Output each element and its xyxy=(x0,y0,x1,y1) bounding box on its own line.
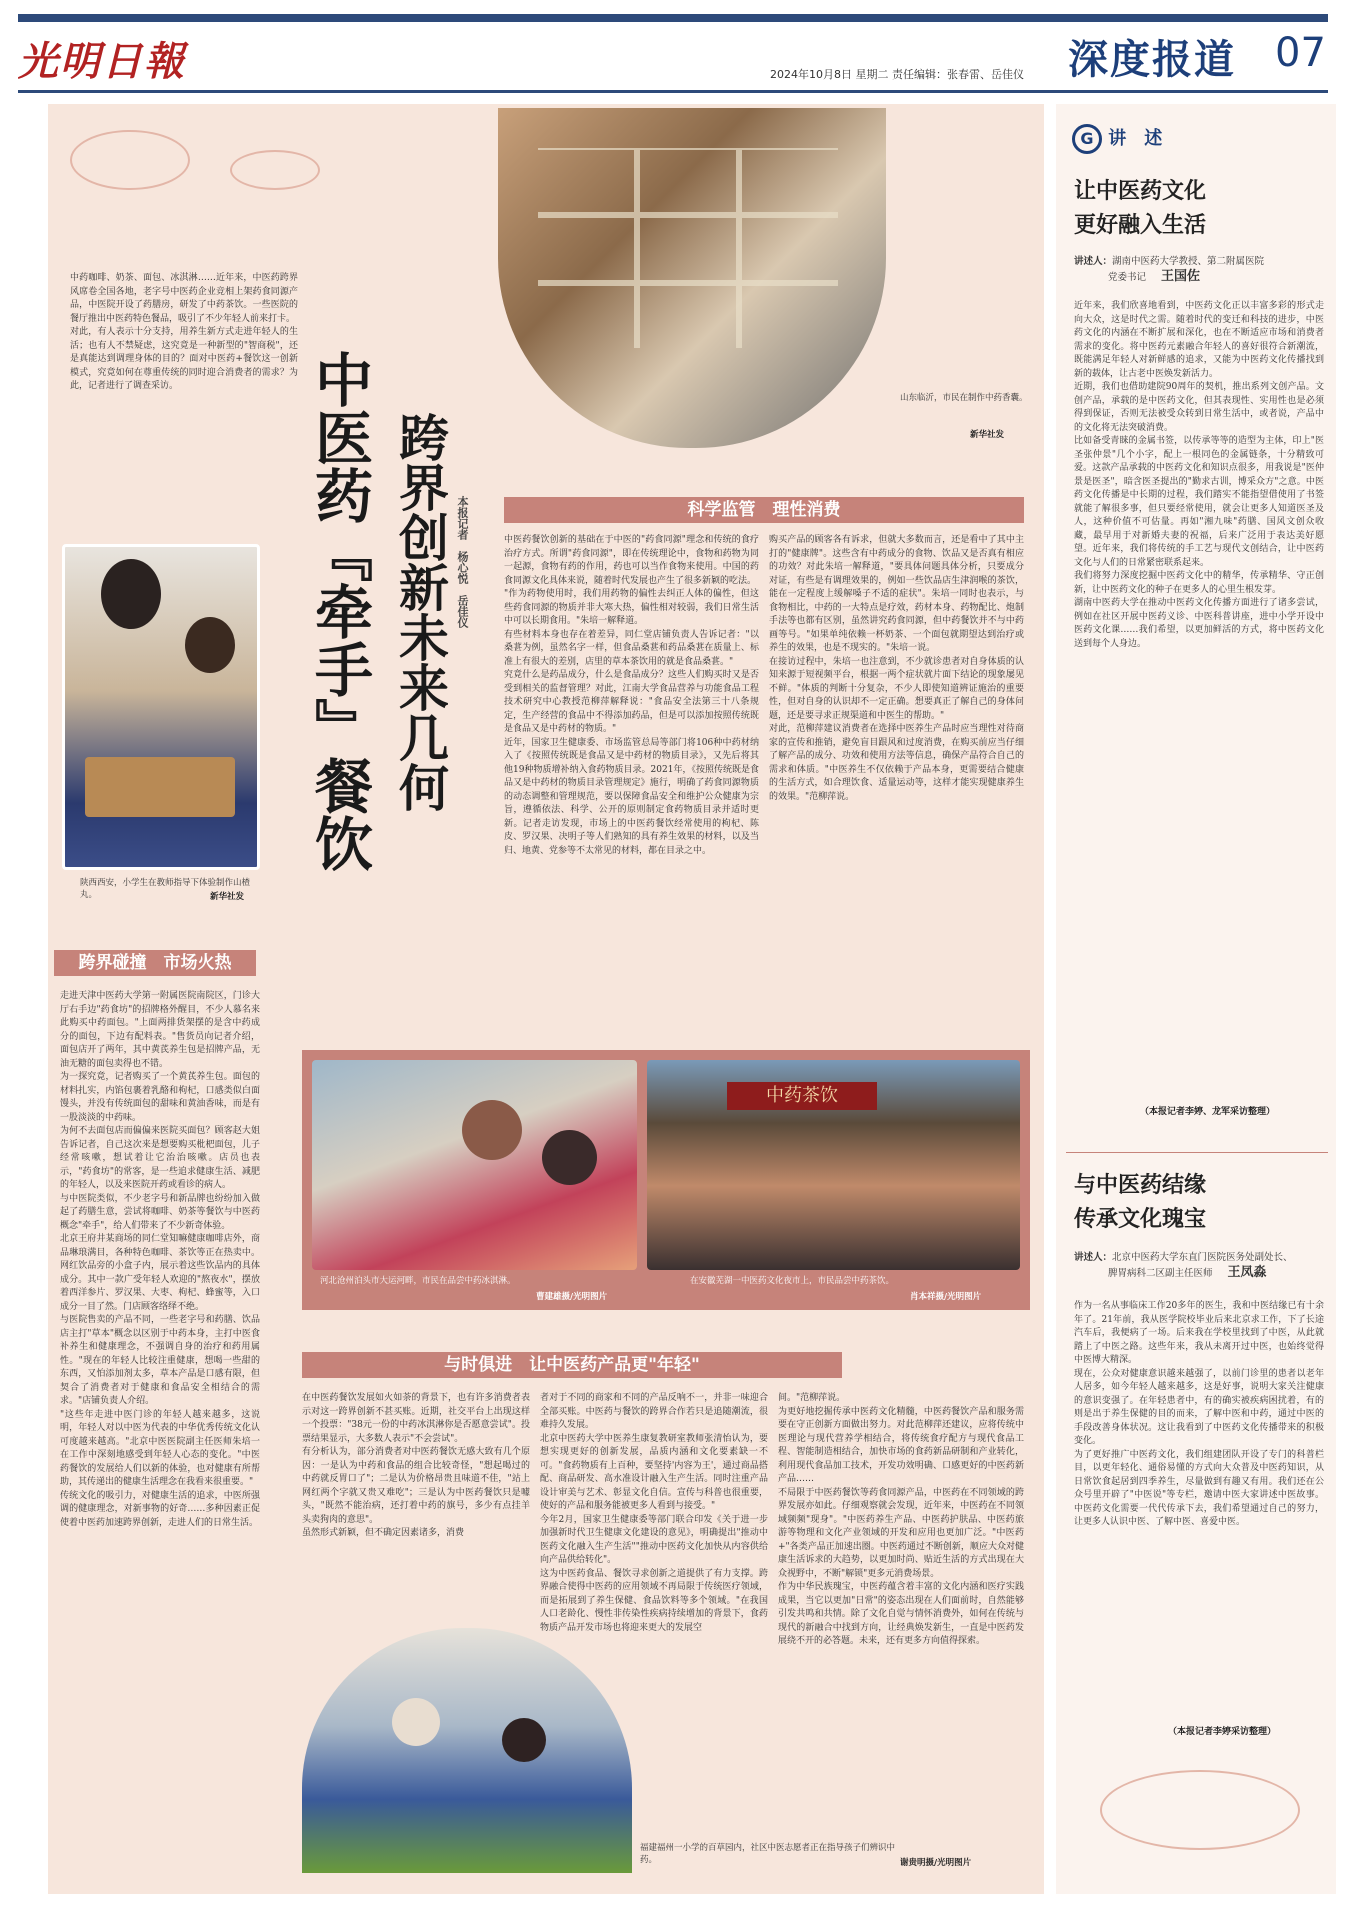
decor-swirl xyxy=(230,150,320,190)
sidebar-part1-note: （本报记者李婷、龙军采访整理） xyxy=(1140,1107,1276,1117)
issue-editor: 责任编辑：张春雷、岳佳仪 xyxy=(892,68,1024,81)
photo-mid-right-credit: 肖本祥摄/光明图片 xyxy=(910,1292,982,1302)
section-regulation-col1: 中医药餐饮创新的基础在于中医的"药食同源"理念和传统的食疗治疗方式。所谓"药食同源"，即在传统理论中，食物和药物为同一起源，食物有药的作用，药也可以当作食物来使用。中国的药食同源文化具体来说，随着时代发展也产生了很多新颖的吃法。 "作为药物使用时，我们用药物的偏性去纠正人体的偏性，但这些药食同源的物质并非大寒大热，偏性相对较弱，我们日常生活中可以长期食用。"朱培一解释道。 有些材料本身也存在着差异，同仁堂店铺负责人告诉记者："以桑葚为例，虽然名字一样，但食品桑葚和药品桑葚在质量上、标准上有很大的差别，店里的草本茶饮用的就是食品桑葚。" 究竟什么是药品成分，什么是食品成分？这些人们购买时又是否受到相关的监督管理？对此，江南大学食品营养与功能食品工程技术研究中心教授范柳萍解释说："食品安全法第三十八条规定，生产经营的食品中不得添加药品，但是可以添加按照传统既是食品又是中药材的物质。" 近年，国家卫生健康委、市场监管总局等部门将106种中药材纳入了《按照传统既是食品又是中药材的物质目录》，又先后将其他19种物质增补纳入食药物质目录。2021年，《按照传统既是食品又是中药材的物质目录管理规定》施行，明确了药食同源物质的动态调整和管理规范，要以保障食品安全和维护公众健康为宗旨，遵循依法、科学、公开的原则制定食药物质目录并适时更新。记者走访发现，市场上的中医药餐饮经常使用的枸杞、陈皮、罗汉果、决明子等人们熟知的具有养生效果的材料，以及当归、地黄、党参等不太常见的材料，都在目录之中。 xyxy=(504,535,759,856)
figure-head xyxy=(462,1100,522,1160)
market-sign: 中药茶饮 xyxy=(727,1082,877,1110)
speaker-label: 讲述人： xyxy=(1074,1252,1113,1263)
section-market-text: 走进天津中医药大学第一附属医院南院区，门诊大厅右手边"药食坊"的招牌格外醒目，不少人慕名来此购买中药面包。"上面两排货架摆的是含中药成分的面包，下边有配料表。"售货员向记者介绍，面包店开了两年，其中黄芪养生包是招牌产品，无油无糖的面包卖得也不错。 为一探究竟，记者购买了一个黄芪养生包。面包的材料扎实，内馅包裹着乳酪和枸杞，口感类似白面馒头，并没有传统面包的甜味和黄油香味，而是有一股淡淡的中药味。 为何不去面包店而偏偏来医院买面包？顾客赵大姐告诉记者，自己这次来是想要购买枇杷面包，儿子经常咳嗽，想试着让它治治咳嗽。店员也表示，"药食坊"的常客，是一些追求健康生活、减肥的年轻人，以及来医院开药或看诊的病人。 与中医院类似，不少老字号和新品牌也纷纷加入做起了药膳生意，尝试将咖啡、奶茶等餐饮与中医药概念"牵手"，给人们带来了不少新奇体验。 北京王府井某商场的同仁堂知嘛健康咖啡店外，商品琳琅满目，各种特色咖啡、茶饮等正在热卖中。网红饮品旁的小盒子内，展示着这些饮品内的具体成分。其中一款广受年轻人欢迎的"熬夜水"，摆放着西洋参片、罗汉果、大枣、枸杞、蜂蜜等，入口成分一目了然。门店顾客络绎不绝。 与医院售卖的产品不同，一些老字号和药膳、饮品店主打"草本"概念以区别于中药本身，主打中医食补养生和健康理念，不强调自身的治疗和药用属性。"现在的年轻人比较注重健康，想喝一些甜的东西，又怕添加剂太多，草本产品是口感有限，但契合了消费者对于健康和食品安全相结合的需求。"店铺负责人介绍。 "这些年走进中医门诊的年轻人越来越多，这说明，年轻人对以中医为代表的中华优秀传统文化认可度越来越高。"北京中医医院副主任医师朱培一在工作中深刻地感受到年轻人心态的变化。"中医药餐饮的发展给人们以新的体验，也对健康有所帮助，其传递出的健康生活理念在我看来很重要。" 传统文化的吸引力，对健康生活的追求，中医所强调的健康理念，对新事物的好奇……多种因素正促使着中医药加速跨界创新，走进人们的日常生活。 xyxy=(60,991,260,1528)
figure-head xyxy=(185,617,235,673)
sidebar-logo xyxy=(1072,124,1162,154)
section-youth-col1: 在中医药餐饮发展如火如荼的背景下，也有许多消费者表示对这一跨界创新不甚买账。近期，社交平台上出现这样一个投票："38元一份的中药冰淇淋你是否愿意尝试"。投票结果显示，大多数人表示"不会尝试"。 有分析认为，部分消费者对中医药餐饮无感大致有几个原因：一是认为中药和食品的组合比较奇怪，"想起喝过的中药就反胃口了"；二是认为价格昂贵且味道不佳，"站上网红两个字就又贵又难吃"；三是认为中医药餐饮只是噱头，"既然不能治病，还打着中药的旗号，多少有点挂羊头卖狗肉的意思"。 虽然形式新颖，但不确定因素诸多，消费 xyxy=(302,1393,530,1538)
photo-mid-right-caption: 在安徽芜湖一中医药文化夜市上，市民品尝中药茶饮。 xyxy=(690,1276,895,1286)
speaker-role: 党委书记 xyxy=(1108,272,1147,283)
sidebar-part2-title-line2: 传承文化瑰宝 xyxy=(1074,1206,1207,1232)
sidebar-part1-title-line2: 更好融入生活 xyxy=(1074,212,1207,238)
photo-left-credit: 新华社发 xyxy=(210,892,245,902)
speaker-desc: 湖南中医药大学教授、第二附属医院 xyxy=(1112,256,1265,267)
wooden-board xyxy=(85,757,235,817)
photo-mid-left-credit: 曹建雄摄/光明图片 xyxy=(536,1292,608,1302)
page-number: 07 xyxy=(1275,30,1326,76)
figure-head xyxy=(392,1698,440,1746)
photo-icecream xyxy=(312,1060,637,1270)
subhead-market: 跨界碰撞 市场火热 xyxy=(54,950,256,976)
figure-head xyxy=(502,1718,546,1762)
photo-bottom-caption: 福建福州一小学的百草园内，社区中医志愿者正在指导孩子们辨识中药。 xyxy=(640,1843,896,1865)
section-title: 深度报道 xyxy=(1068,37,1236,83)
sidebar-part2-title-line1: 与中医药结缘 xyxy=(1074,1172,1207,1198)
masthead-logo: 光明日報 xyxy=(18,38,186,85)
section-regulation-col2: 购买产品的顾客各有诉求，但就大多数而言，还是看中了其中主打的"健康牌"。这些含有中药成分的食物、饮品又是否真有相应的功效？对此朱培一解释道，"要具体问题具体分析，只要成分对证，有些是有调理效果的，例如一些饮品店生津润喉的茶饮，能在一定程度上缓解嗓子不适的症状"。朱培一同时也表示，与食物相比，中药的一大特点是疗效，药材本身、药物配比、炮制手法等也都有区别，虽然讲究药食同源，但中药餐饮并不与中药画等号。"如果单纯依赖一杯奶茶、一个面包就期望达到治疗或养生的效果，也是不现实的。"朱培一说。 在接访过程中，朱培一也注意到，不少就诊患者对自身体质的认知来源于短视频平台，根据一两个症状就片面下结论的现象屡见不鲜。"体质的判断十分复杂，不少人即使知道辨证施治的重要性，但对自身的认识却不一定正确。想要真正了解自己的身体问题，还是要寻求正规渠道和中医生的帮助。" 对此，范柳萍建议消费者在选择中医养生产品时应当理性对待商家的宣传和推销，避免盲目跟风和过度消费，在购买前应当仔细了解产品的成分、功效和使用方法等信息，确保产品符合自己的需求和体质。"中医养生不仅依赖于产品本身，更需要结合健康的生活方式，如合理饮食、适量运动等，这样才能实现健康养生的效果。"范柳萍说。 xyxy=(769,535,1024,802)
photo-top-caption: 山东临沂，市民在制作中药香囊。 xyxy=(900,393,1028,403)
issue-weekday: 星期二 xyxy=(855,68,889,81)
sidebar-divider xyxy=(1066,1152,1328,1153)
speaker-name: 王国佐 xyxy=(1161,269,1201,284)
sidebar-part1-speaker xyxy=(1074,254,1324,285)
header-rule xyxy=(18,90,1328,93)
sidebar-part1-text: 近年来，我们欣喜地看到，中医药文化正以丰富多彩的形式走向大众，这是时代之需。随着时代的变迁和科技的进步，中医药文化的内涵在不断扩展和深化，也在不断适应市场和消费者需求的变化。将中医药元素融合年轻人的喜好很符合新潮流，既能满足年轻人对新鲜感的追求，又能为中医药文化传播找到新的载体，让古老中医焕发新活力。 近期，我们也借助建院90周年的契机，推出系列文创产品。文创产品，承载的是中医药文化，但其表现性、实用性也是必须得到保证，否则无法被受众转到日常生活中，或者说，产品中的文化将无法突破消费。 比如备受青睐的金属书签，以传承等等的造型为主体，印上"医圣张仲景"几个小字，配上一根同色的金属链条，十分精致可爱。这款产品承载的中医药文化和知识点很多，用我说是"医仲景是医圣"，暗含医圣提出的"勤求古训，博采众方"之意。中医药文化传播是中长期的过程，我们踏实不能指望借使用了书签就能了解很多事，但只要经常使用，就会让更多人知道医圣及人，这种价值不可估量。再如"湘九味"药膳、国风文创众收藏，最早用于对新婚夫妻的祝福，后来广泛用于表达美好愿望。近年来，我们将传统的手工艺与现代文创结合，让中医药文化与人们的日常紧密联系起来。 我们将努力深度挖掘中医药文化中的精华，传承精华、守正创新，让中医药文化的种子在更多人的心里生根发芽。 湖南中医药大学在推动中医药文化传播方面进行了诸多尝试，例如在社区开展中医药义诊、中医科普讲座，进中小学开设中医药文化课……我们希望，以更加鲜活的方式，将中医药文化送到每个人身边。 xyxy=(1074,301,1324,649)
subhead-youth: 与时俱进 让中医药产品更"年轻" xyxy=(302,1352,842,1378)
headline-sub: 中医药『牵手』餐饮 xyxy=(305,350,373,872)
sidebar-logo-icon: G xyxy=(1072,124,1102,154)
sidebar-part2-text: 作为一名从事临床工作20多年的医生，我和中医结缘已有十余年了。21年前，我从医学院校毕业后来北京求工作，下了长途汽车后，我便病了一场。后来我在学校里找到了中医，从此就踏上了中医之路。这些年来，我从未离开过中医，也始终觉得中医博大精深。 现在，公众对健康意识越来越强了，以前门诊里的患者以老年人居多，如今年轻人越来越多，这是好事，说明大家关注健康的意识变强了。在年轻患者中，有的确实被疾病困扰着，有的则是出于养生保健的目的而来，了解中医和中药，通过中医的手段改善身体状况。这让我看到了中医药文化传播带来的积极变化。 为了更好推广中医药文化，我们组建团队开设了专门的科普栏目，以更年轻化、通俗易懂的方式向大众普及中医药知识，从日常饮食起居到四季养生，尽量做到有趣又有用。我们还在公众号里开辟了"中医说"等专栏，邀请中医大家讲述中医故事。中医药文化需要一代代传承下去，我们希望通过自己的努力，让更多人认识中医、了解中医、喜爱中医。 xyxy=(1074,1301,1324,1527)
speaker-label: 讲述人： xyxy=(1074,256,1113,267)
speaker-role: 脾胃病科二区副主任医师 xyxy=(1108,1268,1213,1279)
sidebar-part2-note: （本报记者李婷采访整理） xyxy=(1168,1727,1277,1737)
lead-text: 中药咖啡、奶茶、面包、冰淇淋……近年来，中医药跨界风席卷全国各地，老字号中医药企业竞相上架药食同源产品，中医院开设了药膳房，研发了中药茶饮。一些医院的餐厅推出中医药特色餐品，吸引了不少年轻人前来打卡。 对此，有人表示十分支持，用养生新方式走进年轻人的生活；也有人不禁疑虑，这究竟是一种新型的"智商税"，还是真能达到调理身体的目的？面对中医药+餐饮这一创新模式，究竟如何在尊重传统的同时迎合消费者的需求？为此，记者进行了调查采访。 xyxy=(70,273,298,391)
sidebar-part2-speaker xyxy=(1074,1250,1330,1281)
photo-top-credit: 新华社发 xyxy=(970,430,1005,440)
section-youth-col3: 间。"范柳萍说。 为更好地挖掘传承中医药文化精髓，中医药餐饮产品和服务需要在守正创新方面做出努力。对此范柳萍还建议，应将传统中医理论与现代营养学相结合，将传统食疗配方与现代食品工程、智能制造相结合，加快市场的食药新品研制和产业转化，利用现代食品加工技术，开发功效明确、口感更好的中医药新产品…… 不局限于中医药餐饮等药食同源产品，中医药在不同领域的跨界发展亦如此。仔细观察就会发现，近年来，中医药在不同领域频频"现身"。"中医药养生产品、中医药护肤品、中医药旅游等物理和文化产业领域的开发和应用也更加广泛。"中医药+"各类产品正加速出圈。中医药通过不断创新，顺应大众对健康生活诉求的大趋势，以更加时尚、贴近生活的方式出现在大众视野中，不断"解锁"更多元消费场景。 作为中华民族瑰宝，中医药蕴含着丰富的文化内涵和医疗实践成果，当它以更加"日常"的姿态出现在人们面前时，自然能够引发共鸣和共情。除了文化自觉与情怀消费外，如何在传统与现代的新融合中找到方向，让经典焕发新生，一直是中医药发展绕不开的必答题。未来，还有更多方向值得探索。 xyxy=(778,1393,1024,1646)
speaker-name: 王凤淼 xyxy=(1227,1265,1267,1280)
figure-head xyxy=(542,1130,597,1185)
figure-head xyxy=(101,559,161,629)
sidebar-part2-title xyxy=(1074,1168,1206,1236)
photo-left-caption: 陕西西安，小学生在教师指导下体验制作山楂丸。 xyxy=(80,878,251,900)
sidebar-part1-title xyxy=(1074,174,1206,242)
headline-main: 跨界创新未来几何 xyxy=(391,412,450,812)
photo-mid-left-caption: 河北沧州泊头市大运河畔，市民在品尝中药冰淇淋。 xyxy=(320,1276,516,1286)
speaker-desc: 北京中医药大学东直门医院医务处副处长、 xyxy=(1112,1252,1293,1263)
herb-grid xyxy=(538,148,838,348)
top-bar xyxy=(18,14,1328,22)
photo-children-making xyxy=(62,544,260,870)
subhead-regulation: 科学监管 理性消费 xyxy=(504,497,1024,523)
decor-swirl xyxy=(1100,1770,1300,1850)
sidebar-logo-text: 讲 述 xyxy=(1108,128,1163,149)
photo-bottom-credit: 谢贵明摄/光明图片 xyxy=(900,1858,972,1868)
decor-swirl xyxy=(70,130,190,190)
byline: 本报记者 杨心悦 岳佳仪 xyxy=(456,496,469,628)
photo-night-market xyxy=(647,1060,1020,1270)
issue-date: 2024年10月8日 xyxy=(770,68,852,81)
section-youth-col2-top: 者对于不同的商家和不同的产品反响不一，并非一味迎合全部买账。中医药与餐饮的跨界合作若只是追随潮流，很难持久发展。 北京中医药大学中医养生康复教研室教师张清怡认为，要想实现更好的创新发展，品质内涵和文化要素缺一不可。"食药物质有上百种，要坚持'内容为王'，通过商品搭配、商品研发、高水准设计融入生产生活。同时注重产品设计审美与艺术、彰显文化自信。宣传与科普也很重要，使好的产品和服务能被更多人看到与接受。" 今年2月，国家卫生健康委等部门联合印发《关于进一步加强新时代卫生健康文化建设的意见》，明确提出"推动中医药文化融入生产生活""推动中医药文化加快从内容供给向产品供给转化"。 这为中医药食品、餐饮寻求创新之道提供了有力支撑。跨界融合使得中医药的应用领域不再局限于传统医疗领域，而是拓展到了养生保健、食品饮料等多个领域。"在我国人口老龄化、慢性非传染性疾病持续增加的背景下，食药物质产品开发市场也将迎来更大的发展空 xyxy=(540,1393,768,1633)
dateline xyxy=(770,66,1024,82)
sidebar-part1-title-line1: 让中医药文化 xyxy=(1074,178,1207,204)
